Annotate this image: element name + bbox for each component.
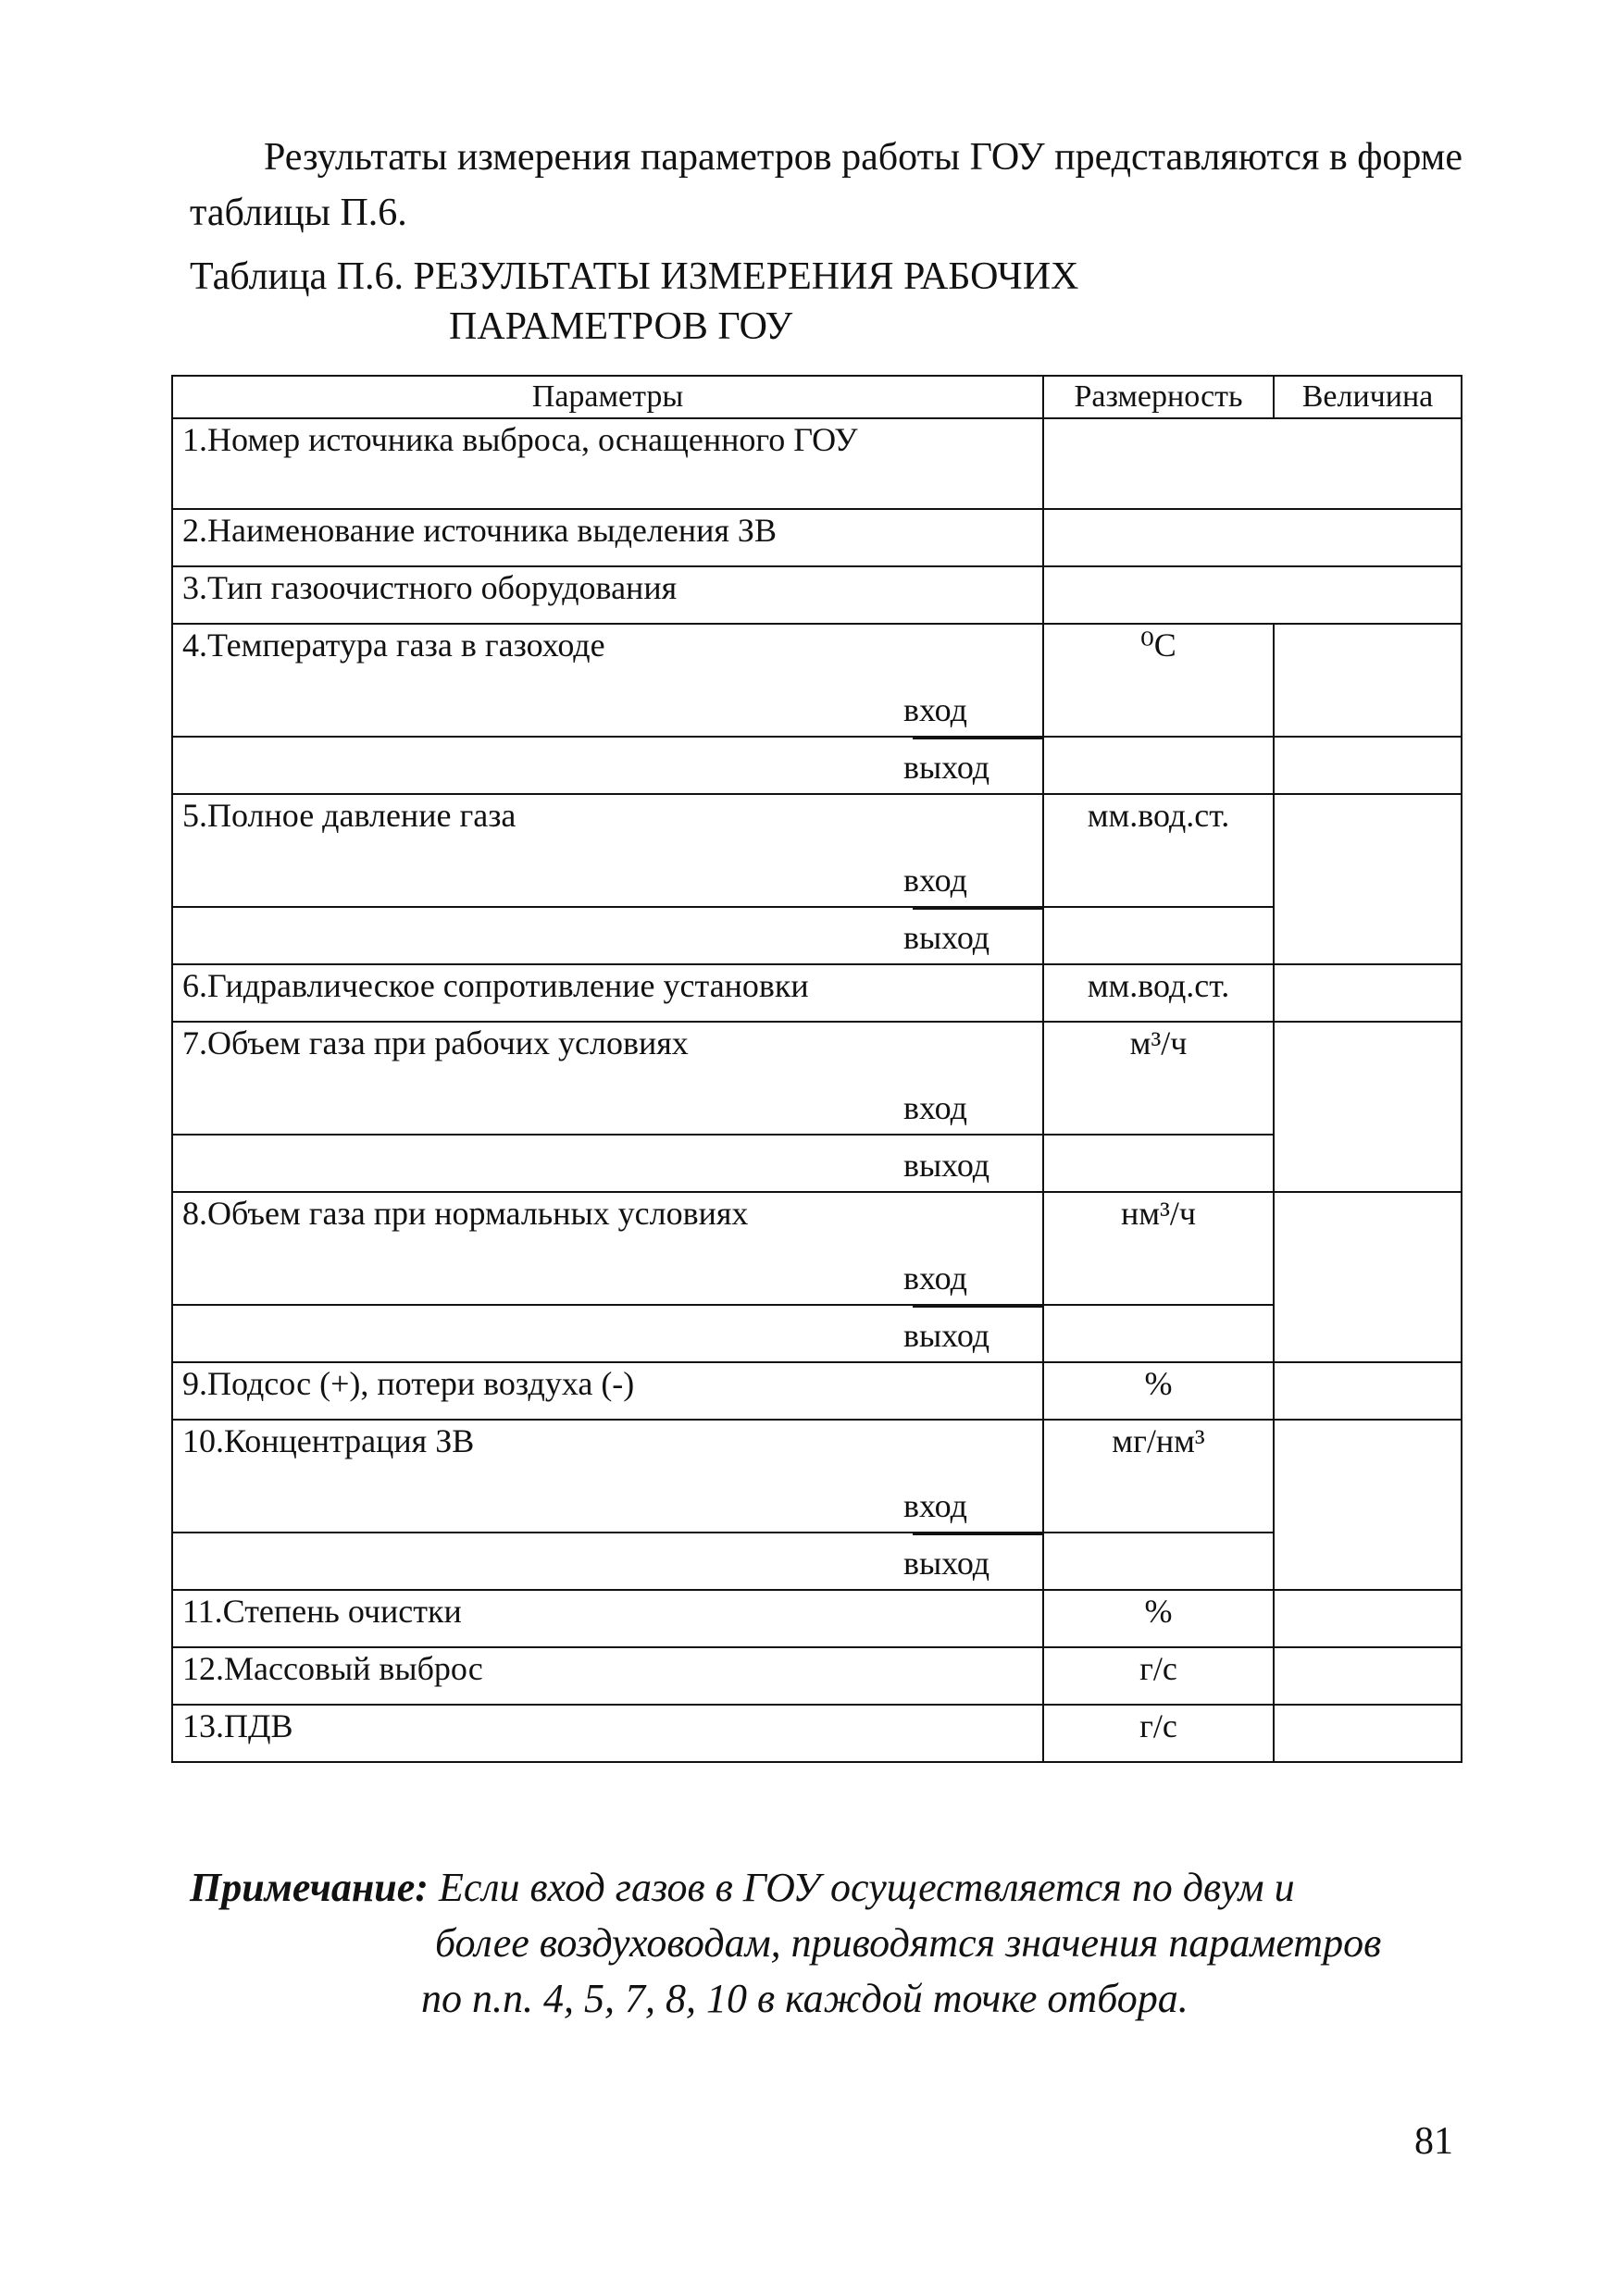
value-cell [1274,1362,1462,1420]
inlet-label: вход [903,1487,967,1524]
table-row [172,509,1462,566]
inlet-cell [172,850,1043,907]
table-row [172,794,1462,850]
value-cell [1274,1647,1462,1705]
param-cell: 6.Гидравлическое сопротивление установки [172,964,1043,1022]
unit-cell: мг/нм³ [1043,1420,1274,1533]
note-line1: Если вход газов в ГОУ осуществляется по двум и [438,1865,1295,1910]
table-header-row [172,376,1462,418]
inlet-label: вход [903,1089,967,1126]
value-cell [1274,737,1462,794]
table-row [172,1022,1462,1078]
value-cell [1274,794,1462,964]
unit-value-cell [1043,418,1462,509]
unit-cell [1043,1305,1274,1362]
value-cell [1274,1705,1462,1762]
table-row [172,1647,1462,1705]
unit-value-cell [1043,509,1462,566]
outlet-label: выход [903,1545,990,1582]
outlet-cell [172,1135,1043,1192]
value-cell [1274,1192,1462,1362]
table-row [172,1362,1462,1420]
unit-cell: г/с [1043,1647,1274,1705]
unit-cell: нм³/ч [1043,1192,1274,1305]
header-unit: Размерность [1043,376,1274,418]
unit-cell: мм.вод.ст. [1043,964,1274,1022]
table-caption-line2: ПАРАМЕТРОВ ГОУ [449,305,793,348]
table-row-outlet [172,907,1462,964]
unit-cell [1043,907,1274,964]
param-cell: 12.Массовый выброс [172,1647,1043,1705]
value-cell [1274,964,1462,1022]
results-table [171,375,1462,1763]
table-caption [190,252,1467,352]
table-row-outlet [172,1533,1462,1590]
io-divider [913,1533,1042,1535]
table-row [172,1705,1462,1762]
note-line2: более воздуховодам, приводятся значения параметров [435,1920,1382,1966]
unit-cell: % [1043,1590,1274,1647]
outlet-cell [172,1305,1043,1362]
header-params: Параметры [172,376,1043,418]
table-row-outlet [172,1135,1462,1192]
table-row [172,418,1462,509]
value-cell [1274,1420,1462,1590]
value-cell [1274,624,1462,737]
table-row-outlet [172,737,1462,794]
outlet-label: выход [903,1317,990,1354]
outlet-label: выход [903,749,990,786]
outlet-cell [172,1533,1043,1590]
table-row [172,1590,1462,1647]
unit-value-cell [1043,566,1462,624]
param-cell: 8.Объем газа при нормальных условиях [172,1192,1043,1248]
io-divider [913,908,1042,910]
unit-cell [1043,1533,1274,1590]
table-row [172,1420,1462,1476]
unit-cell: г/с [1043,1705,1274,1762]
note-line3: по п.п. 4, 5, 7, 8, 10 в каждой точке отбора. [421,1976,1189,2021]
intro-paragraph: Результаты измерения параметров работы ГОУ представляются в форме таблицы П.6. [190,136,1463,234]
inlet-label: вход [903,1260,967,1297]
param-cell: 4.Температура газа в газоходе [172,624,1043,680]
unit-cell: м³/ч [1043,1022,1274,1135]
inlet-cell [172,680,1043,737]
table-row [172,566,1462,624]
note-label: Примечание: [190,1865,429,1910]
param-cell: 7.Объем газа при рабочих условиях [172,1022,1043,1078]
inlet-cell [172,1248,1043,1305]
outlet-label: выход [903,919,990,956]
io-divider [913,738,1042,739]
inlet-label: вход [903,691,967,728]
header-value: Величина [1274,376,1462,418]
unit-cell: % [1043,1362,1274,1420]
param-cell: 3.Тип газоочистного оборудования [172,566,1043,624]
value-cell [1274,1590,1462,1647]
param-cell: 5.Полное давление газа [172,794,1043,850]
unit-cell [1043,737,1274,794]
unit-cell [1043,1135,1274,1192]
param-cell: 11.Степень очистки [172,1590,1043,1647]
table-row [172,964,1462,1022]
page-number: 81 [1414,2120,1453,2163]
table-row-outlet [172,1305,1462,1362]
unit-cell: ⁰С [1043,624,1274,737]
table-row [172,624,1462,680]
table-caption-line1: Таблица П.6. РЕЗУЛЬТАТЫ ИЗМЕРЕНИЯ РАБОЧИХ [190,255,1079,298]
inlet-cell [172,1078,1043,1135]
param-cell: 13.ПДВ [172,1705,1043,1762]
outlet-label: выход [903,1147,990,1184]
inlet-cell [172,1476,1043,1533]
table-row [172,1192,1462,1248]
param-cell: 2.Наименование источника выделения ЗВ [172,509,1043,566]
param-cell: 1.Номер источника выброса, оснащенного ГОУ [172,418,1043,509]
outlet-cell [172,907,1043,964]
param-cell: 9.Подсос (+), потери воздуха (-) [172,1362,1043,1420]
note-paragraph [190,1860,1467,2027]
inlet-label: вход [903,862,967,899]
outlet-cell [172,737,1043,794]
value-cell [1274,1022,1462,1192]
io-divider [913,1306,1042,1308]
param-cell: 10.Концентрация ЗВ [172,1420,1043,1476]
unit-cell: мм.вод.ст. [1043,794,1274,907]
